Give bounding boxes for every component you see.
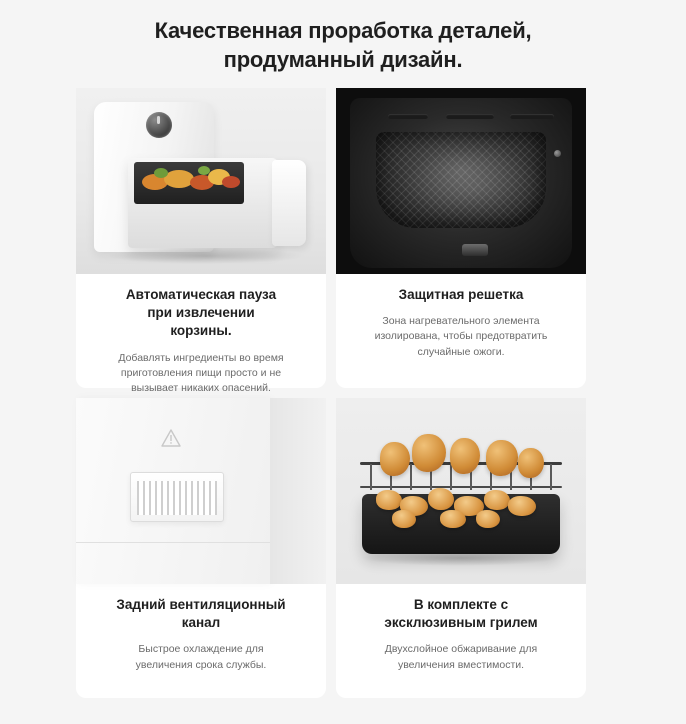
feature-card-exclusive-grill bbox=[336, 398, 586, 698]
rack-wire bbox=[370, 464, 372, 490]
grille-clip-shape bbox=[462, 244, 488, 256]
page-title bbox=[0, 0, 686, 74]
rack-wire bbox=[410, 464, 412, 490]
card-description-line-1: Двухслойное обжаривание для bbox=[384, 643, 538, 656]
feature-card-rear-vent bbox=[76, 398, 326, 698]
control-dial-icon bbox=[146, 112, 172, 138]
card-title-line-2: эксклюзивным грилем bbox=[384, 615, 538, 631]
card-description bbox=[352, 642, 570, 672]
card-title bbox=[92, 596, 310, 632]
drop-shadow bbox=[106, 248, 306, 264]
card-description-line-1: Зона нагревательного элемента bbox=[382, 315, 540, 328]
card-description bbox=[92, 642, 310, 672]
feature-card-protective-grille bbox=[336, 88, 586, 388]
screw-icon bbox=[554, 150, 561, 157]
card-text-block bbox=[76, 584, 326, 689]
ventilation-grid-shape bbox=[130, 472, 224, 522]
air-fryer-open-basket-photo bbox=[76, 88, 326, 274]
card-title-line-3: корзины. bbox=[170, 323, 232, 339]
chicken-nugget bbox=[484, 490, 510, 510]
card-description-line-2: увеличения вместимости. bbox=[397, 658, 525, 671]
food-piece bbox=[222, 176, 240, 188]
vent-slot bbox=[388, 114, 428, 119]
card-description bbox=[352, 314, 570, 360]
side-edge-shape bbox=[270, 398, 326, 584]
card-description-line-2: приготовления пищи просто и не bbox=[120, 366, 282, 379]
light-glow bbox=[400, 148, 550, 228]
card-title-line-2: канал bbox=[181, 615, 221, 631]
card-title bbox=[92, 286, 310, 341]
feature-card-grid bbox=[76, 88, 610, 698]
card-title-line-1: Защитная решетка bbox=[398, 287, 524, 302]
page-title-line-1: Качественная проработка деталей, bbox=[154, 18, 532, 43]
basket-handle-shape bbox=[272, 160, 306, 246]
chicken-nugget bbox=[440, 510, 466, 528]
protective-grille-photo bbox=[336, 88, 586, 274]
card-description-line-1: Добавлять ингредиенты во время bbox=[118, 351, 284, 364]
card-description bbox=[92, 351, 310, 397]
card-title-line-2: при извлечении bbox=[147, 305, 255, 321]
vent-louvers bbox=[137, 481, 217, 515]
chicken-nugget bbox=[508, 496, 536, 516]
panel-seam-line bbox=[76, 542, 270, 543]
chicken-nugget bbox=[376, 490, 402, 510]
card-text-block bbox=[336, 274, 586, 376]
card-description-line-1: Быстрое охлаждение для bbox=[138, 643, 264, 656]
vent-slot bbox=[510, 114, 554, 119]
food-piece bbox=[164, 170, 194, 188]
card-description-line-3: вызывает никаких опасений. bbox=[131, 382, 271, 395]
card-title-line-1: Автоматическая пауза bbox=[125, 287, 277, 302]
vent-slot bbox=[446, 114, 494, 119]
card-title-line-1: Задний вентиляционный bbox=[116, 597, 286, 612]
card-title-line-1: В комплекте с bbox=[413, 597, 509, 612]
food-piece bbox=[154, 168, 168, 178]
card-description-line-3: случайные ожоги. bbox=[417, 345, 505, 358]
drop-shadow bbox=[360, 550, 560, 566]
card-description-line-2: увеличения срока службы. bbox=[135, 658, 267, 671]
grill-with-chicken-photo bbox=[336, 398, 586, 584]
food-piece bbox=[198, 166, 210, 175]
rear-vent-photo bbox=[76, 398, 326, 584]
page-title-line-2: продуманный дизайн. bbox=[223, 47, 463, 73]
basket-interior bbox=[134, 162, 244, 204]
heating-chamber-shape bbox=[350, 98, 572, 268]
card-description-line-2: изолирована, чтобы предотвратить bbox=[374, 330, 548, 343]
feature-card-auto-pause bbox=[76, 88, 326, 395]
card-text-block bbox=[76, 274, 326, 412]
warning-triangle-icon bbox=[160, 428, 182, 447]
card-text-block bbox=[336, 584, 586, 689]
chicken-nugget bbox=[392, 510, 416, 528]
rack-wire bbox=[550, 464, 552, 490]
card-title bbox=[352, 596, 570, 632]
chicken-nugget bbox=[428, 488, 454, 510]
chicken-nugget bbox=[476, 510, 500, 528]
card-title bbox=[352, 286, 570, 304]
